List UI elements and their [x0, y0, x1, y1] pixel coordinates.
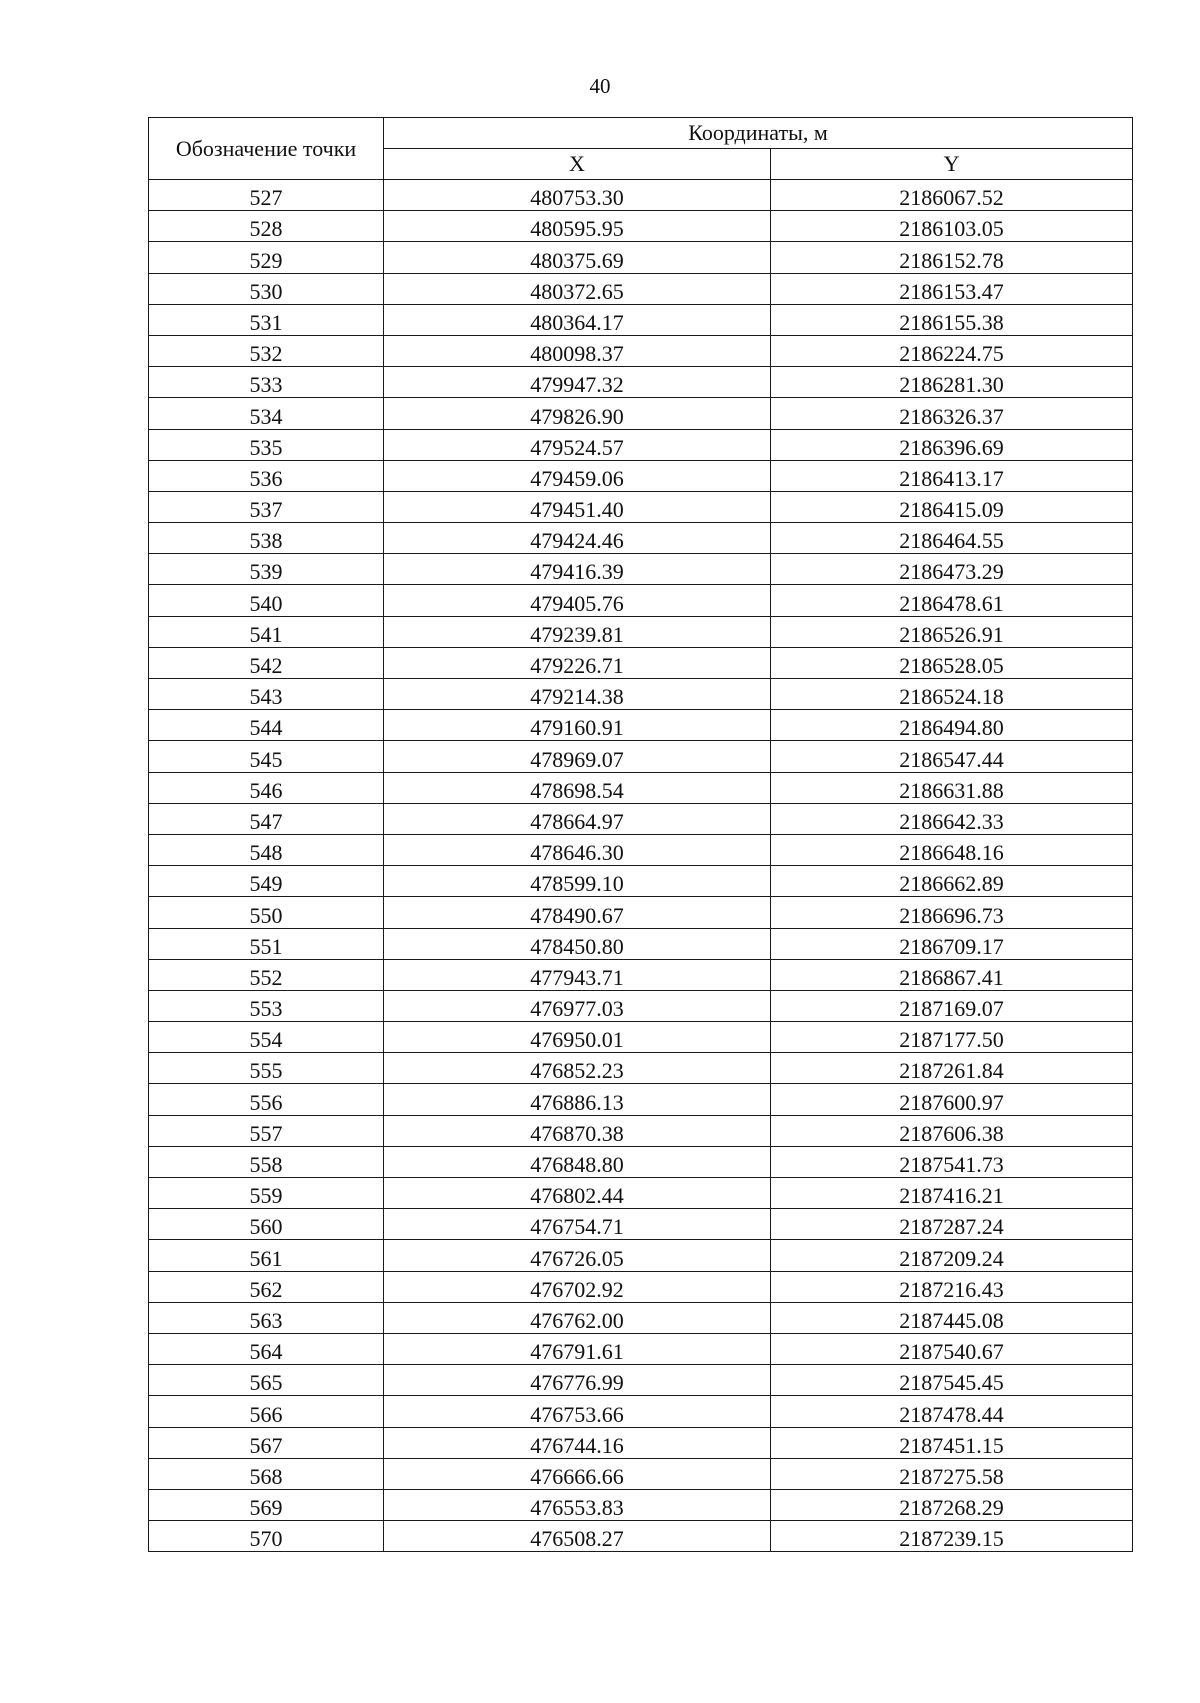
y-coordinate-cell: 2186067.52 — [771, 180, 1133, 211]
point-id-cell: 556 — [149, 1084, 384, 1115]
y-coordinate-cell: 2186153.47 — [771, 273, 1133, 304]
x-coordinate-cell: 479226.71 — [384, 647, 771, 678]
y-coordinate-cell: 2187541.73 — [771, 1146, 1133, 1177]
table-row — [149, 242, 1133, 273]
point-id-cell: 562 — [149, 1271, 384, 1302]
table-row — [149, 1365, 1133, 1396]
header-x: X — [384, 149, 771, 180]
point-id-cell: 557 — [149, 1115, 384, 1146]
y-coordinate-cell: 2186281.30 — [771, 367, 1133, 398]
x-coordinate-cell: 476886.13 — [384, 1084, 771, 1115]
x-coordinate-cell: 478490.67 — [384, 897, 771, 928]
y-coordinate-cell: 2187209.24 — [771, 1240, 1133, 1271]
y-coordinate-cell: 2186464.55 — [771, 523, 1133, 554]
point-id-cell: 561 — [149, 1240, 384, 1271]
y-coordinate-cell: 2187600.97 — [771, 1084, 1133, 1115]
point-id-cell: 565 — [149, 1365, 384, 1396]
table-row — [149, 834, 1133, 865]
y-coordinate-cell: 2187416.21 — [771, 1178, 1133, 1209]
y-coordinate-cell: 2186867.41 — [771, 959, 1133, 990]
table-row — [149, 710, 1133, 741]
point-id-cell: 546 — [149, 772, 384, 803]
y-coordinate-cell: 2187451.15 — [771, 1427, 1133, 1458]
y-coordinate-cell: 2186413.17 — [771, 460, 1133, 491]
x-coordinate-cell: 476753.66 — [384, 1396, 771, 1427]
x-coordinate-cell: 476848.80 — [384, 1146, 771, 1177]
table-row — [149, 1271, 1133, 1302]
x-coordinate-cell: 479160.91 — [384, 710, 771, 741]
table-row — [149, 460, 1133, 491]
y-coordinate-cell: 2186528.05 — [771, 647, 1133, 678]
y-coordinate-cell: 2187177.50 — [771, 1022, 1133, 1053]
table-row — [149, 866, 1133, 897]
x-coordinate-cell: 476977.03 — [384, 990, 771, 1021]
x-coordinate-cell: 478664.97 — [384, 803, 771, 834]
table-row — [149, 367, 1133, 398]
table-row — [149, 585, 1133, 616]
y-coordinate-cell: 2186396.69 — [771, 429, 1133, 460]
y-coordinate-cell: 2187287.24 — [771, 1209, 1133, 1240]
table-row — [149, 1396, 1133, 1427]
table-row — [149, 803, 1133, 834]
y-coordinate-cell: 2186152.78 — [771, 242, 1133, 273]
table-row — [149, 1053, 1133, 1084]
y-coordinate-cell: 2186709.17 — [771, 928, 1133, 959]
table-row — [149, 491, 1133, 522]
point-id-cell: 564 — [149, 1333, 384, 1364]
point-id-cell: 554 — [149, 1022, 384, 1053]
x-coordinate-cell: 476950.01 — [384, 1022, 771, 1053]
point-id-cell: 570 — [149, 1521, 384, 1552]
point-id-cell: 537 — [149, 491, 384, 522]
table-row — [149, 273, 1133, 304]
x-coordinate-cell: 479524.57 — [384, 429, 771, 460]
y-coordinate-cell: 2187275.58 — [771, 1458, 1133, 1489]
point-id-cell: 541 — [149, 616, 384, 647]
point-id-cell: 555 — [149, 1053, 384, 1084]
y-coordinate-cell: 2187478.44 — [771, 1396, 1133, 1427]
y-coordinate-cell: 2186415.09 — [771, 491, 1133, 522]
y-coordinate-cell: 2187606.38 — [771, 1115, 1133, 1146]
table-row — [149, 398, 1133, 429]
point-id-cell: 550 — [149, 897, 384, 928]
x-coordinate-cell: 478646.30 — [384, 834, 771, 865]
x-coordinate-cell: 480753.30 — [384, 180, 771, 211]
x-coordinate-cell: 479424.46 — [384, 523, 771, 554]
table-row — [149, 211, 1133, 242]
x-coordinate-cell: 476726.05 — [384, 1240, 771, 1271]
point-id-cell: 549 — [149, 866, 384, 897]
point-id-cell: 567 — [149, 1427, 384, 1458]
x-coordinate-cell: 480098.37 — [384, 335, 771, 366]
table-row — [149, 1084, 1133, 1115]
y-coordinate-cell: 2186478.61 — [771, 585, 1133, 616]
point-id-cell: 552 — [149, 959, 384, 990]
point-id-cell: 533 — [149, 367, 384, 398]
table-header — [149, 118, 1133, 180]
x-coordinate-cell: 479239.81 — [384, 616, 771, 647]
y-coordinate-cell: 2186473.29 — [771, 554, 1133, 585]
point-id-cell: 559 — [149, 1178, 384, 1209]
x-coordinate-cell: 479459.06 — [384, 460, 771, 491]
table-row — [149, 1521, 1133, 1552]
y-coordinate-cell: 2186224.75 — [771, 335, 1133, 366]
point-id-cell: 560 — [149, 1209, 384, 1240]
y-coordinate-cell: 2186526.91 — [771, 616, 1133, 647]
table-row — [149, 959, 1133, 990]
x-coordinate-cell: 479826.90 — [384, 398, 771, 429]
y-coordinate-cell: 2187268.29 — [771, 1489, 1133, 1520]
y-coordinate-cell: 2186648.16 — [771, 834, 1133, 865]
x-coordinate-cell: 477943.71 — [384, 959, 771, 990]
table-row — [149, 304, 1133, 335]
x-coordinate-cell: 478450.80 — [384, 928, 771, 959]
x-coordinate-cell: 476802.44 — [384, 1178, 771, 1209]
x-coordinate-cell: 479451.40 — [384, 491, 771, 522]
x-coordinate-cell: 476870.38 — [384, 1115, 771, 1146]
point-id-cell: 540 — [149, 585, 384, 616]
x-coordinate-cell: 476852.23 — [384, 1053, 771, 1084]
y-coordinate-cell: 2186524.18 — [771, 679, 1133, 710]
point-id-cell: 539 — [149, 554, 384, 585]
point-id-cell: 528 — [149, 211, 384, 242]
table-row — [149, 180, 1133, 211]
x-coordinate-cell: 476702.92 — [384, 1271, 771, 1302]
point-id-cell: 530 — [149, 273, 384, 304]
table-row — [149, 741, 1133, 772]
x-coordinate-cell: 479416.39 — [384, 554, 771, 585]
x-coordinate-cell: 478969.07 — [384, 741, 771, 772]
point-id-cell: 568 — [149, 1458, 384, 1489]
y-coordinate-cell: 2186494.80 — [771, 710, 1133, 741]
table-row — [149, 679, 1133, 710]
point-id-cell: 551 — [149, 928, 384, 959]
point-id-cell: 527 — [149, 180, 384, 211]
table-body — [149, 180, 1133, 1552]
y-coordinate-cell: 2186155.38 — [771, 304, 1133, 335]
x-coordinate-cell: 479405.76 — [384, 585, 771, 616]
header-coordinates: Координаты, м — [384, 118, 1133, 149]
x-coordinate-cell: 479947.32 — [384, 367, 771, 398]
point-id-cell: 563 — [149, 1302, 384, 1333]
point-id-cell: 542 — [149, 647, 384, 678]
y-coordinate-cell: 2187545.45 — [771, 1365, 1133, 1396]
table-row — [149, 1209, 1133, 1240]
x-coordinate-cell: 478698.54 — [384, 772, 771, 803]
point-id-cell: 558 — [149, 1146, 384, 1177]
point-id-cell: 535 — [149, 429, 384, 460]
point-id-cell: 548 — [149, 834, 384, 865]
table-row — [149, 1240, 1133, 1271]
table-row — [149, 1022, 1133, 1053]
point-id-cell: 532 — [149, 335, 384, 366]
table-row — [149, 1458, 1133, 1489]
table-row — [149, 1427, 1133, 1458]
table-row — [149, 523, 1133, 554]
x-coordinate-cell: 476553.83 — [384, 1489, 771, 1520]
y-coordinate-cell: 2186547.44 — [771, 741, 1133, 772]
x-coordinate-cell: 478599.10 — [384, 866, 771, 897]
y-coordinate-cell: 2187445.08 — [771, 1302, 1133, 1333]
coordinates-table — [148, 117, 1133, 1552]
point-id-cell: 566 — [149, 1396, 384, 1427]
point-id-cell: 569 — [149, 1489, 384, 1520]
y-coordinate-cell: 2187540.67 — [771, 1333, 1133, 1364]
y-coordinate-cell: 2186696.73 — [771, 897, 1133, 928]
x-coordinate-cell: 476762.00 — [384, 1302, 771, 1333]
x-coordinate-cell: 479214.38 — [384, 679, 771, 710]
point-id-cell: 553 — [149, 990, 384, 1021]
y-coordinate-cell: 2186326.37 — [771, 398, 1133, 429]
table-row — [149, 554, 1133, 585]
x-coordinate-cell: 476791.61 — [384, 1333, 771, 1364]
table-row — [149, 928, 1133, 959]
point-id-cell: 538 — [149, 523, 384, 554]
x-coordinate-cell: 476744.16 — [384, 1427, 771, 1458]
table-row — [149, 1302, 1133, 1333]
x-coordinate-cell: 476776.99 — [384, 1365, 771, 1396]
table-row — [149, 990, 1133, 1021]
y-coordinate-cell: 2186642.33 — [771, 803, 1133, 834]
table-row — [149, 335, 1133, 366]
y-coordinate-cell: 2187169.07 — [771, 990, 1133, 1021]
x-coordinate-cell: 476754.71 — [384, 1209, 771, 1240]
table-row — [149, 1489, 1133, 1520]
table-row — [149, 1146, 1133, 1177]
header-y: Y — [771, 149, 1133, 180]
table-row — [149, 616, 1133, 647]
table-row — [149, 1178, 1133, 1209]
x-coordinate-cell: 476666.66 — [384, 1458, 771, 1489]
y-coordinate-cell: 2187216.43 — [771, 1271, 1133, 1302]
y-coordinate-cell: 2186631.88 — [771, 772, 1133, 803]
y-coordinate-cell: 2186103.05 — [771, 211, 1133, 242]
x-coordinate-cell: 480364.17 — [384, 304, 771, 335]
y-coordinate-cell: 2187239.15 — [771, 1521, 1133, 1552]
point-id-cell: 529 — [149, 242, 384, 273]
point-id-cell: 544 — [149, 710, 384, 741]
header-point-designation: Обозначение точки — [149, 118, 384, 180]
table-row — [149, 429, 1133, 460]
point-id-cell: 545 — [149, 741, 384, 772]
table-row — [149, 1333, 1133, 1364]
point-id-cell: 536 — [149, 460, 384, 491]
x-coordinate-cell: 480372.65 — [384, 273, 771, 304]
point-id-cell: 534 — [149, 398, 384, 429]
table-row — [149, 647, 1133, 678]
x-coordinate-cell: 476508.27 — [384, 1521, 771, 1552]
point-id-cell: 547 — [149, 803, 384, 834]
table-row — [149, 897, 1133, 928]
y-coordinate-cell: 2186662.89 — [771, 866, 1133, 897]
table-row — [149, 772, 1133, 803]
y-coordinate-cell: 2187261.84 — [771, 1053, 1133, 1084]
x-coordinate-cell: 480375.69 — [384, 242, 771, 273]
page-number: 40 — [589, 74, 611, 98]
point-id-cell: 543 — [149, 679, 384, 710]
x-coordinate-cell: 480595.95 — [384, 211, 771, 242]
table-row — [149, 1115, 1133, 1146]
point-id-cell: 531 — [149, 304, 384, 335]
